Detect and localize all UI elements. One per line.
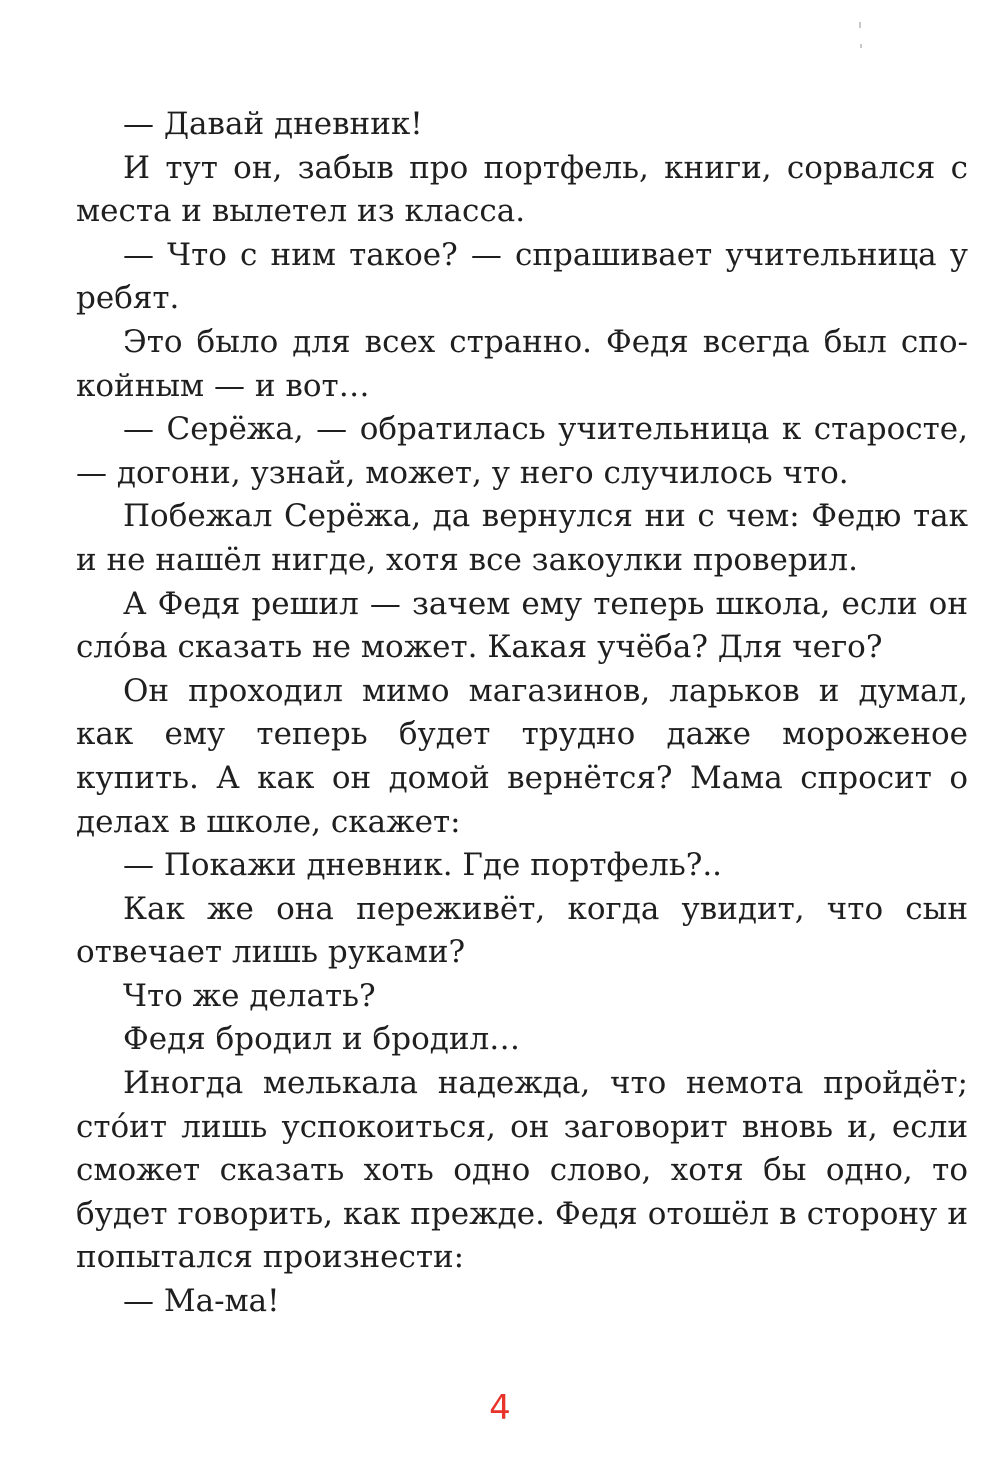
paragraph: И тут он, забыв про портфель, книги, сорвался с места и вылетел из класса. — [76, 149, 968, 230]
paragraph: Федя бродил и бродил… — [123, 1021, 521, 1058]
paragraph: — Покажи дневник. Где портфель?.. — [123, 847, 723, 884]
paragraph: — Что с ним такое? — спрашивает учительница у ребят. — [76, 236, 968, 317]
paragraph: — Серёжа, — обратилась учительница к старосте, — догони, узнай, может, у него случилось что. — [76, 411, 968, 491]
paragraph: А Федя решил — зачем ему теперь школа, если он сло́ва сказать не может. Какая учёба? Для чего? — [76, 585, 968, 666]
paragraph: — Ма-ма! — [123, 1283, 280, 1320]
body-text — [76, 103, 968, 1324]
paragraph: Как же она переживёт, когда увидит, что сын отвечает лишь руками? — [76, 890, 968, 971]
paragraph: Что же делать? — [123, 977, 376, 1014]
scan-speck — [859, 22, 861, 28]
paragraph: Побежал Серёжа, да вернулся ни с чем: Федю так и не нашёл нигде, хотя все закоулки проверил. — [76, 498, 968, 578]
paragraph: Это было для всех странно. Федя всегда был спокойным — и вот… — [76, 323, 968, 404]
paragraph: Иногда мелькала надежда, что немота пройдёт; сто́ит лишь успокоиться, он заговорит вновь и, если сможет сказать хоть одно слово, хотя бы одно, то будет говорить, как прежде. Федя отошёл в сторону и попытался произнести: — [76, 1065, 968, 1276]
scan-speck — [860, 44, 862, 48]
paragraph: — Давай дневник! — [123, 106, 423, 142]
page-number: 4 — [489, 1388, 511, 1428]
paragraph: Он проходил мимо магазинов, ларьков и думал, как ему теперь будет трудно даже мороженое купить. А как он домой вернётся? Мама спросит о делах в школе, скажет: — [76, 672, 968, 840]
